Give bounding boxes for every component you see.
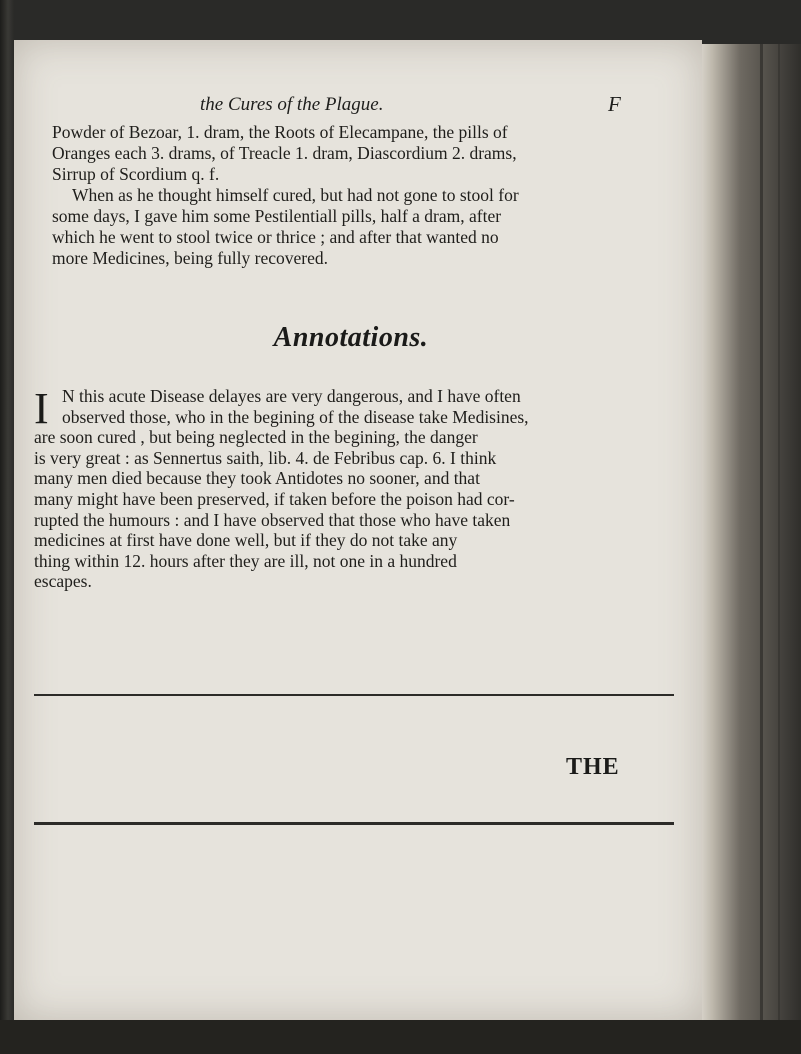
- scan-bottom-band: [0, 1020, 801, 1054]
- binding-line: [778, 44, 780, 1044]
- text-line: observed those, who in the begining of the disease take Medisines,: [62, 406, 529, 427]
- text-line: medicines at first have done well, but if they do not take any: [34, 530, 458, 551]
- text-line: Powder of Bezoar, 1. dram, the Roots of Elecampane, the pills of: [52, 122, 508, 142]
- catchword: THE: [566, 754, 620, 780]
- text-line: many might have been preserved, if taken before the poison had cor-: [34, 488, 515, 509]
- text-line: some days, I gave him some Pestilentiall pills, half a dram, after: [52, 206, 502, 226]
- running-head: [200, 92, 640, 120]
- text-line: Sirrup of Scordium q. f.: [52, 164, 220, 184]
- text-line: N this acute Disease delayes are very dangerous, and I have often: [62, 386, 521, 406]
- binding-line: [760, 44, 763, 1044]
- page-signature-mark: F: [608, 92, 621, 116]
- text-line: more Medicines, being fully recovered.: [52, 248, 329, 268]
- prescription-text: [52, 122, 652, 269]
- section-rule: [34, 694, 674, 696]
- bottom-rule: [34, 822, 674, 825]
- text-line: is very great : as Sennertus saith, lib. 4. de Febribus cap. 6. I think: [34, 447, 497, 468]
- page-edge-shadow: [700, 44, 801, 1044]
- text-line: which he went to stool twice or thrice ; and after that wanted no: [52, 227, 499, 247]
- text-line: Oranges each 3. drams, of Treacle 1. dram, Diascordium 2. drams,: [52, 143, 517, 163]
- text-line: rupted the humours : and I have observed that those who have taken: [34, 509, 511, 530]
- text-line: When as he thought himself cured, but had not gone to stool for: [72, 185, 519, 205]
- annotations-body: [34, 386, 674, 592]
- drop-cap: I: [34, 384, 49, 433]
- text-line: are soon cured , but being neglected in the begining, the danger: [34, 427, 478, 448]
- text-line: many men died because they took Antidotes no sooner, and that: [34, 468, 480, 489]
- text-line: escapes.: [34, 571, 92, 592]
- running-head-title: the Cures of the Plague.: [200, 94, 384, 115]
- annotations-heading: Annotations.: [273, 322, 429, 353]
- text-line: thing within 12. hours after they are ill, not one in a hundred: [34, 550, 457, 571]
